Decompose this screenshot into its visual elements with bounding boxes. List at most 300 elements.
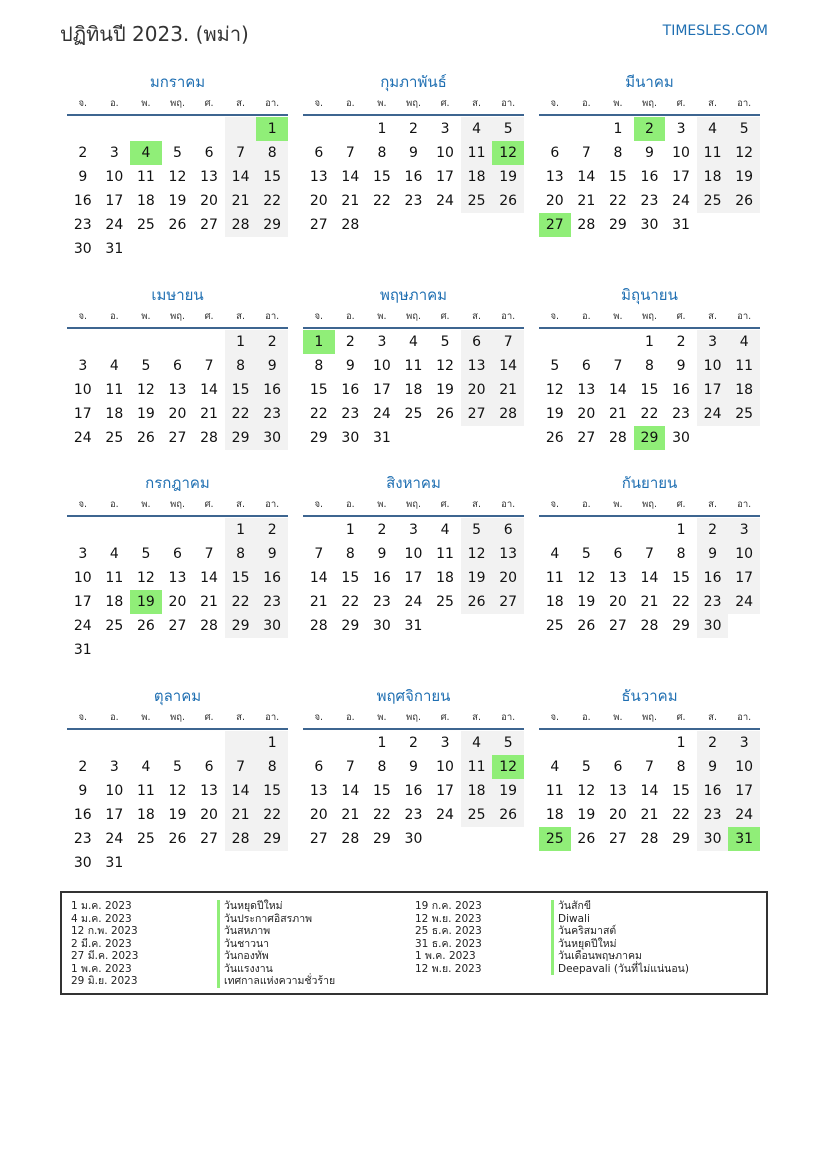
day-cell: 17 [105, 807, 124, 823]
day-cell: 13 [168, 382, 187, 398]
day-cell: 1 [377, 121, 387, 137]
weekday-label: พฤ. [405, 98, 421, 109]
day-cell: 11 [404, 358, 423, 374]
day-cell: 5 [550, 358, 560, 374]
day-cell: 16 [73, 193, 92, 209]
day-cell: 4 [109, 546, 119, 562]
legend-dates-col-2 [415, 900, 482, 975]
weekday-label: พฤ. [641, 499, 657, 510]
day-cell: 19 [168, 807, 187, 823]
weekday-header [539, 307, 760, 329]
day-cell: 25 [728, 402, 760, 426]
day-cell: 11 [545, 783, 564, 799]
day-cell: 20 [200, 807, 218, 823]
day-cell: 9 [676, 358, 686, 374]
day-grid [303, 731, 524, 851]
day-cell: 28 [577, 217, 596, 233]
day-cell: 3 [109, 145, 119, 161]
day-cell: 23 [73, 217, 92, 233]
day-cell: 29 [608, 217, 627, 233]
weekday-label: อา. [265, 499, 280, 510]
day-cell: 16 [697, 779, 729, 803]
empty-cell [571, 518, 603, 542]
day-cell: 14 [225, 165, 257, 189]
day-cell: 18 [461, 779, 493, 803]
legend-date: 19 ก.ค. 2023 [415, 900, 482, 912]
day-cell: 22 [608, 193, 627, 209]
legend-holiday-name: วันเดือนพฤษภาคม [551, 950, 689, 963]
day-cell: 20 [168, 406, 187, 422]
day-cell: 27 [539, 213, 571, 237]
weekday-label: อ. [109, 311, 119, 322]
weekday-label: จ. [550, 712, 560, 723]
day-cell: 25 [136, 831, 155, 847]
empty-cell [634, 731, 666, 755]
weekday-label: อ. [581, 712, 591, 723]
weekday-label: พ. [141, 712, 151, 723]
weekday-label: ส. [708, 98, 717, 109]
day-cell: 25 [461, 803, 493, 827]
day-cell: 15 [608, 169, 627, 185]
day-cell: 27 [608, 618, 627, 634]
weekday-header [67, 94, 288, 116]
month-name: สิงหาคม [386, 474, 441, 492]
day-cell: 1 [256, 731, 288, 755]
day-cell: 19 [545, 406, 564, 422]
day-cell: 22 [341, 594, 360, 610]
day-cell: 18 [545, 807, 564, 823]
day-cell: 9 [377, 546, 387, 562]
day-cell: 12 [577, 783, 596, 799]
day-cell: 7 [645, 546, 654, 562]
day-cell: 5 [141, 358, 151, 374]
weekday-label: ส. [236, 499, 245, 510]
weekday-label: จ. [314, 499, 324, 510]
day-cell: 30 [73, 855, 92, 871]
day-grid [303, 117, 524, 237]
weekday-label: พ. [377, 311, 387, 322]
weekday-label: ศ. [440, 98, 450, 109]
day-cell: 20 [309, 193, 328, 209]
day-cell: 2 [345, 334, 355, 350]
day-cell: 21 [608, 406, 627, 422]
day-cell: 6 [173, 546, 182, 562]
empty-cell [99, 117, 131, 141]
day-cell: 23 [73, 831, 92, 847]
day-cell: 10 [105, 783, 124, 799]
day-cell: 29 [225, 426, 257, 450]
day-cell: 10 [105, 169, 124, 185]
legend-date: 12 พ.ย. 2023 [415, 912, 482, 925]
brand-link[interactable]: TIMESLES.COM [662, 23, 768, 39]
day-cell: 8 [256, 141, 288, 165]
day-cell: 26 [136, 430, 155, 446]
day-cell: 4 [109, 358, 119, 374]
day-cell: 4 [409, 334, 418, 350]
day-cell: 25 [539, 827, 571, 851]
day-cell: 28 [225, 827, 257, 851]
day-cell: 29 [672, 618, 690, 634]
day-cell: 5 [141, 546, 151, 562]
day-cell: 19 [130, 590, 162, 614]
day-cell: 5 [581, 546, 591, 562]
empty-cell [303, 731, 335, 755]
legend-names-col-2 [551, 900, 689, 975]
day-cell: 10 [436, 145, 454, 161]
month-block [303, 471, 524, 638]
weekday-label: พ. [613, 499, 623, 510]
day-cell: 19 [461, 566, 493, 590]
day-grid [67, 330, 288, 450]
day-cell: 12 [728, 141, 760, 165]
day-cell: 20 [461, 378, 493, 402]
day-cell: 24 [728, 803, 760, 827]
weekday-header [303, 94, 524, 116]
day-cell: 18 [105, 406, 124, 422]
empty-cell [602, 330, 634, 354]
day-cell: 6 [492, 518, 524, 542]
day-cell: 31 [73, 642, 92, 658]
day-cell: 9 [645, 145, 654, 161]
day-cell: 18 [136, 193, 155, 209]
day-cell: 13 [309, 169, 328, 185]
day-cell: 5 [440, 334, 450, 350]
day-cell: 20 [492, 566, 524, 590]
day-cell: 5 [728, 117, 760, 141]
day-cell: 14 [640, 570, 659, 586]
day-cell: 21 [492, 378, 524, 402]
legend-date: 29 มิ.ย. 2023 [71, 975, 138, 987]
day-cell: 13 [608, 570, 627, 586]
day-cell: 15 [372, 783, 391, 799]
day-cell: 22 [225, 590, 257, 614]
day-cell: 11 [105, 570, 124, 586]
day-grid [539, 731, 760, 851]
day-cell: 16 [404, 783, 423, 799]
day-cell: 8 [345, 546, 355, 562]
day-cell: 20 [577, 406, 596, 422]
day-cell: 16 [256, 378, 288, 402]
empty-cell [303, 117, 335, 141]
day-cell: 7 [345, 759, 355, 775]
day-cell: 22 [372, 807, 391, 823]
empty-cell [602, 731, 634, 755]
day-cell: 20 [200, 193, 218, 209]
day-cell: 7 [345, 145, 355, 161]
month-name: ธันวาคม [621, 687, 678, 705]
day-cell: 31 [105, 855, 124, 871]
day-cell: 18 [461, 165, 493, 189]
day-cell: 26 [436, 406, 454, 422]
day-cell: 3 [697, 330, 729, 354]
page-title: ปฏิทินปี 2023. (พม่า) [60, 22, 249, 46]
day-cell: 21 [640, 594, 659, 610]
day-cell: 28 [200, 430, 218, 446]
day-cell: 12 [492, 755, 524, 779]
legend-holiday-name: Deepavali (วันที่ไม่แน่นอน) [551, 963, 689, 976]
weekday-label: พฤ. [641, 98, 657, 109]
weekday-label: อา. [737, 98, 752, 109]
day-cell: 27 [309, 217, 328, 233]
day-cell: 12 [168, 169, 187, 185]
weekday-label: ส. [708, 311, 717, 322]
day-cell: 23 [256, 590, 288, 614]
day-cell: 30 [372, 618, 391, 634]
day-cell: 24 [404, 594, 423, 610]
day-cell: 13 [492, 542, 524, 566]
day-cell: 2 [676, 334, 686, 350]
day-cell: 8 [613, 145, 623, 161]
day-cell: 25 [136, 217, 155, 233]
day-cell: 11 [436, 546, 454, 562]
day-cell: 21 [225, 803, 257, 827]
day-cell: 8 [676, 546, 686, 562]
day-cell: 11 [105, 382, 124, 398]
day-cell: 23 [640, 193, 659, 209]
day-cell: 31 [728, 827, 760, 851]
day-cell: 16 [256, 566, 288, 590]
empty-cell [130, 731, 162, 755]
day-cell: 7 [492, 330, 524, 354]
weekday-header [303, 307, 524, 329]
day-cell: 15 [372, 169, 391, 185]
weekday-label: พ. [377, 499, 387, 510]
day-cell: 13 [200, 169, 218, 185]
legend-names-col-1 [217, 900, 335, 988]
weekday-label: ศ. [204, 499, 214, 510]
day-cell: 5 [581, 759, 591, 775]
day-cell: 26 [136, 618, 155, 634]
day-cell: 25 [404, 406, 423, 422]
day-cell: 19 [168, 193, 187, 209]
day-cell: 1 [256, 117, 288, 141]
day-cell: 15 [225, 566, 257, 590]
weekday-label: พฤ. [169, 499, 185, 510]
day-cell: 26 [168, 217, 187, 233]
weekday-label: อ. [345, 712, 355, 723]
day-cell: 30 [672, 430, 690, 446]
day-cell: 1 [345, 522, 355, 538]
weekday-label: อ. [109, 98, 119, 109]
day-cell: 17 [404, 570, 423, 586]
weekday-label: อ. [345, 311, 355, 322]
day-cell: 7 [225, 141, 257, 165]
weekday-label: ศ. [676, 311, 686, 322]
weekday-label: อ. [345, 499, 355, 510]
weekday-label: พ. [377, 712, 387, 723]
day-cell: 24 [436, 193, 454, 209]
month-name: ตุลาคม [153, 687, 202, 705]
day-cell: 18 [404, 382, 423, 398]
month-name: พฤษภาคม [379, 286, 448, 304]
weekday-label: อ. [345, 98, 355, 109]
day-cell: 31 [404, 618, 423, 634]
day-cell: 14 [492, 354, 524, 378]
day-grid [539, 518, 760, 638]
weekday-label: อ. [581, 499, 591, 510]
day-cell: 18 [436, 570, 454, 586]
day-cell: 31 [672, 217, 690, 233]
day-cell: 25 [105, 430, 124, 446]
weekday-label: อ. [581, 311, 591, 322]
weekday-label: พฤ. [169, 98, 185, 109]
empty-cell [539, 518, 571, 542]
day-cell: 19 [492, 165, 524, 189]
legend-holiday-name: วันสหภาพ [217, 925, 335, 938]
day-cell: 22 [640, 406, 659, 422]
day-cell: 13 [309, 783, 328, 799]
day-cell: 23 [372, 594, 391, 610]
day-cell: 3 [78, 546, 88, 562]
weekday-label: ศ. [676, 712, 686, 723]
day-cell: 29 [341, 618, 360, 634]
weekday-label: จ. [550, 311, 560, 322]
weekday-label: ศ. [440, 499, 450, 510]
day-cell: 9 [409, 145, 418, 161]
day-cell: 6 [613, 546, 623, 562]
day-cell: 19 [577, 594, 596, 610]
day-cell: 14 [200, 570, 218, 586]
day-cell: 7 [314, 546, 324, 562]
day-cell: 23 [697, 590, 729, 614]
weekday-label: อา. [265, 311, 280, 322]
day-cell: 28 [640, 831, 659, 847]
day-cell: 8 [645, 358, 654, 374]
empty-cell [571, 330, 603, 354]
empty-cell [99, 731, 131, 755]
day-cell: 11 [461, 141, 493, 165]
day-cell: 1 [225, 518, 257, 542]
day-cell: 21 [640, 807, 659, 823]
weekday-header [539, 708, 760, 730]
day-grid [303, 330, 524, 450]
day-cell: 10 [436, 759, 454, 775]
day-cell: 24 [105, 831, 124, 847]
day-cell: 28 [225, 213, 257, 237]
day-cell: 27 [309, 831, 328, 847]
weekday-header [539, 495, 760, 517]
day-cell: 3 [78, 358, 88, 374]
day-cell: 2 [697, 731, 729, 755]
day-cell: 16 [404, 169, 423, 185]
day-cell: 15 [256, 779, 288, 803]
day-cell: 17 [372, 382, 391, 398]
day-cell: 2 [256, 518, 288, 542]
day-cell: 17 [105, 193, 124, 209]
weekday-label: ศ. [440, 311, 450, 322]
empty-cell [67, 330, 99, 354]
empty-cell [571, 117, 603, 141]
empty-cell [99, 330, 131, 354]
day-cell: 30 [697, 827, 729, 851]
day-cell: 14 [577, 169, 596, 185]
legend-holiday-name: วันชาวนา [217, 938, 335, 951]
empty-cell [335, 731, 367, 755]
day-cell: 19 [436, 382, 454, 398]
day-cell: 7 [225, 755, 257, 779]
day-cell: 5 [492, 117, 524, 141]
day-cell: 29 [672, 831, 690, 847]
weekday-label: จ. [78, 712, 88, 723]
day-cell: 14 [200, 382, 218, 398]
day-cell: 27 [577, 430, 596, 446]
day-cell: 14 [341, 783, 360, 799]
day-cell: 4 [141, 759, 151, 775]
empty-cell [162, 117, 194, 141]
legend-date: 1 พ.ค. 2023 [71, 962, 132, 975]
day-cell: 17 [73, 406, 92, 422]
weekday-label: ส. [472, 98, 481, 109]
day-cell: 21 [577, 193, 596, 209]
day-cell: 14 [309, 570, 328, 586]
day-cell: 1 [377, 735, 387, 751]
day-cell: 1 [225, 330, 257, 354]
empty-cell [225, 731, 257, 755]
empty-cell [130, 518, 162, 542]
day-cell: 8 [225, 354, 257, 378]
empty-cell [193, 117, 225, 141]
weekday-label: พฤ. [405, 311, 421, 322]
day-cell: 29 [309, 430, 328, 446]
day-cell: 24 [73, 618, 92, 634]
day-cell: 25 [697, 189, 729, 213]
empty-cell [539, 330, 571, 354]
weekday-label: อา. [737, 311, 752, 322]
day-cell: 4 [697, 117, 729, 141]
weekday-label: อ. [109, 712, 119, 723]
weekday-label: จ. [550, 499, 560, 510]
day-cell: 6 [581, 358, 591, 374]
month-block [67, 471, 288, 662]
empty-cell [193, 731, 225, 755]
day-cell: 22 [256, 803, 288, 827]
day-cell: 9 [409, 759, 418, 775]
day-cell: 3 [377, 334, 387, 350]
weekday-label: จ. [78, 499, 88, 510]
weekday-label: ส. [472, 311, 481, 322]
day-cell: 28 [200, 618, 218, 634]
legend-date: 25 ธ.ค. 2023 [415, 925, 482, 937]
day-grid [539, 330, 760, 450]
weekday-label: จ. [314, 98, 324, 109]
day-cell: 2 [634, 117, 666, 141]
day-cell: 4 [550, 759, 560, 775]
legend-date: 4 ม.ค. 2023 [71, 912, 132, 925]
weekday-label: ส. [236, 311, 245, 322]
weekday-label: พ. [141, 499, 151, 510]
day-cell: 23 [256, 402, 288, 426]
day-cell: 12 [492, 141, 524, 165]
day-cell: 17 [697, 378, 729, 402]
month-name: กรกฎาคม [145, 474, 210, 492]
day-cell: 30 [256, 614, 288, 638]
day-cell: 21 [200, 594, 218, 610]
day-cell: 17 [73, 594, 92, 610]
day-cell: 28 [608, 430, 627, 446]
day-cell: 10 [697, 354, 729, 378]
day-cell: 17 [436, 783, 454, 799]
day-cell: 25 [105, 618, 124, 634]
day-cell: 6 [550, 145, 560, 161]
day-cell: 16 [640, 169, 659, 185]
day-cell: 20 [545, 193, 564, 209]
day-cell: 10 [728, 755, 760, 779]
day-cell: 12 [136, 382, 155, 398]
day-cell: 21 [341, 193, 360, 209]
day-cell: 30 [73, 241, 92, 257]
day-cell: 22 [672, 807, 690, 823]
day-cell: 11 [136, 783, 155, 799]
